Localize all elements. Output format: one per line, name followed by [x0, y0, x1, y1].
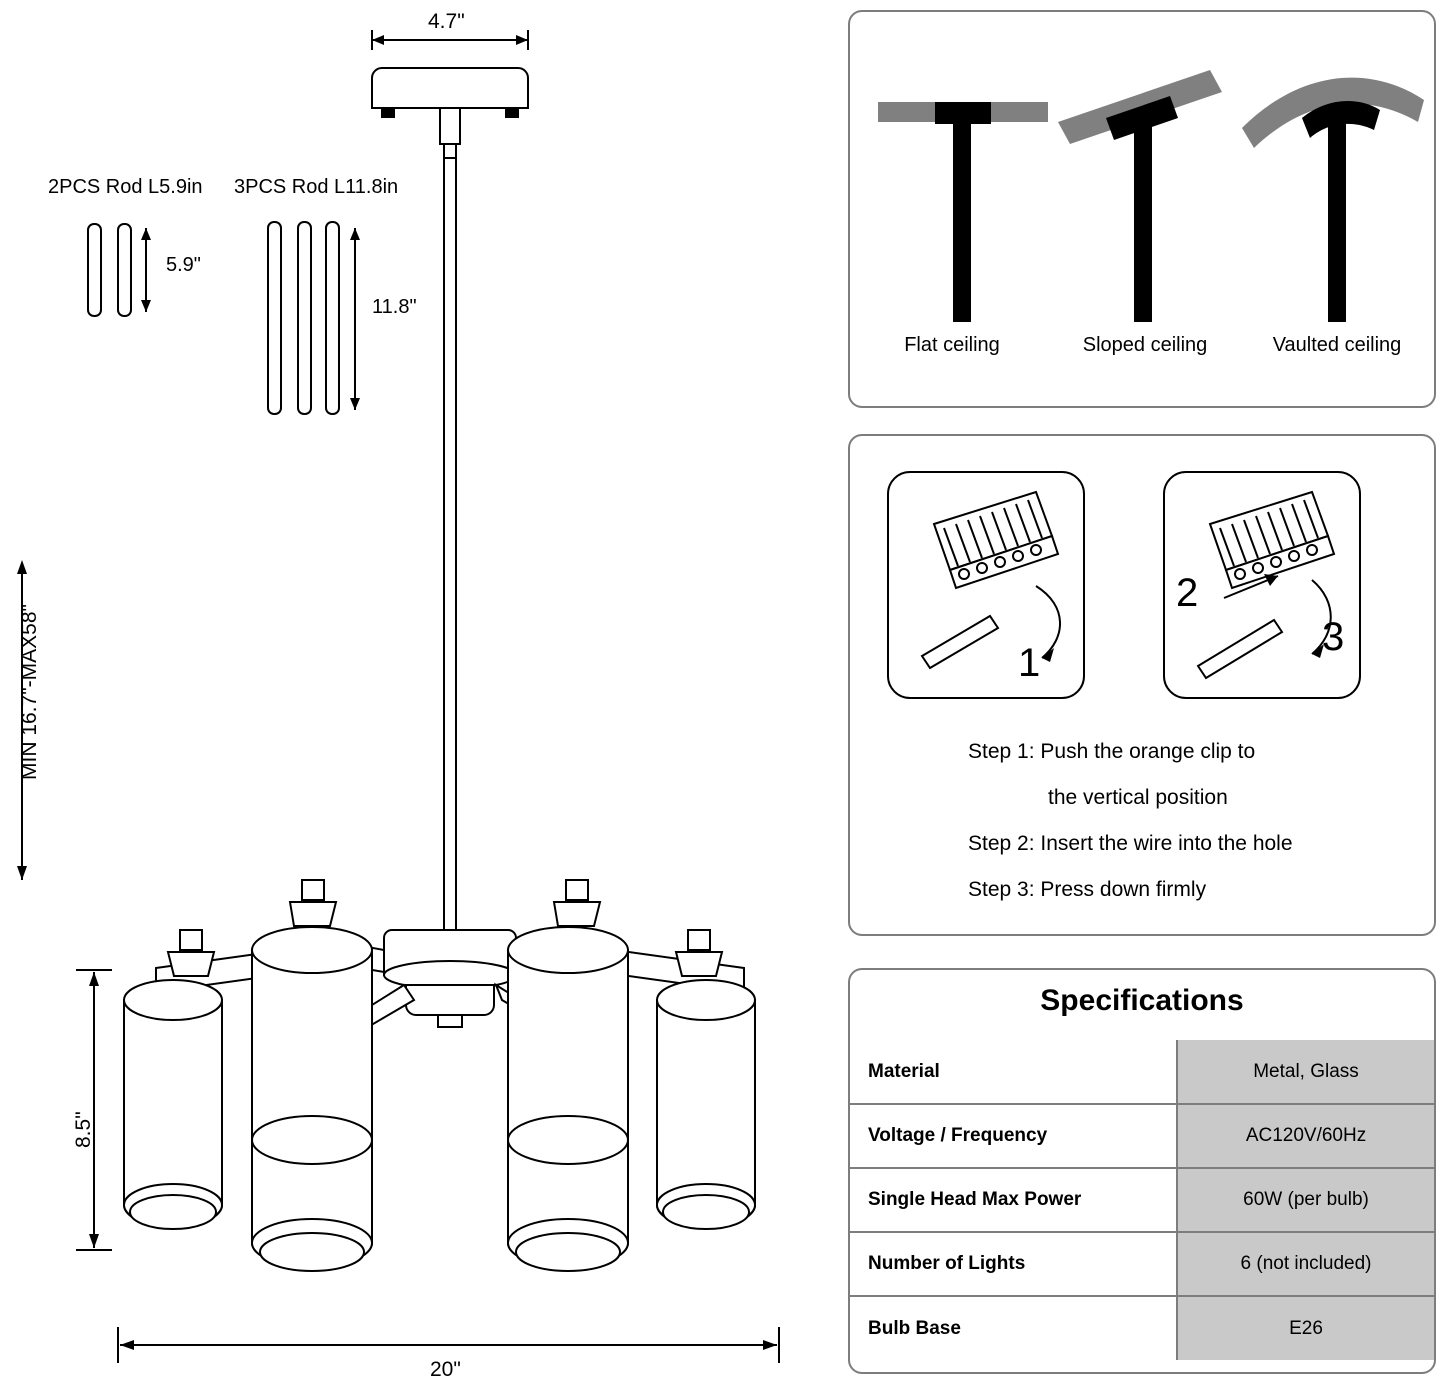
- spec-key-number-of-lights: Number of Lights: [850, 1232, 1177, 1296]
- rod-set-1-title: 2PCS Rod L5.9in: [48, 176, 203, 198]
- rod-set-2-length-label: 11.8": [372, 296, 417, 318]
- spec-value-max-power: 60W (per bulb): [1177, 1168, 1434, 1232]
- shade-height-label: 8.5": [72, 1111, 95, 1148]
- svg-text:2: 2: [1176, 571, 1199, 615]
- wiring-illustration-1: [886, 470, 1086, 700]
- lamp-shade-2: [252, 880, 372, 1271]
- ceiling-option-label-sloped: Sloped ceiling: [1082, 334, 1208, 356]
- sloped-ceiling-icon: [1058, 70, 1222, 322]
- lamp-shade-3: [508, 880, 628, 1271]
- table-row: [850, 1168, 1434, 1232]
- spec-value-bulb-base: E26: [1177, 1296, 1434, 1360]
- main-down-rod: [444, 158, 456, 935]
- specifications-table: [850, 1040, 1434, 1360]
- svg-text:3: 3: [1322, 615, 1345, 659]
- ceiling-canopy: [372, 68, 528, 158]
- spec-key-bulb-base: Bulb Base: [850, 1296, 1177, 1360]
- shade-height-dimension: [76, 970, 112, 1250]
- ceiling-type-icons: [850, 52, 1434, 352]
- spec-value-material: Metal, Glass: [1177, 1040, 1434, 1104]
- table-row: [850, 1040, 1434, 1104]
- ceiling-types-panel: [848, 10, 1436, 408]
- flat-ceiling-icon: [878, 102, 1048, 322]
- ceiling-option-label-vaulted: Vaulted ceiling: [1272, 334, 1402, 356]
- svg-text:1: 1: [1018, 641, 1041, 685]
- spec-key-material: Material: [850, 1040, 1177, 1104]
- spec-value-number-of-lights: 6 (not included): [1177, 1232, 1434, 1296]
- vaulted-ceiling-icon: [1242, 78, 1424, 322]
- wiring-step-2: Step 2: Insert the wire into the hole: [968, 832, 1293, 855]
- wiring-illustration-2: [1162, 470, 1362, 700]
- table-row: [850, 1296, 1434, 1360]
- wiring-steps-panel: [848, 434, 1436, 936]
- overall-height-label: MIN 16.7"-MAX58": [18, 604, 41, 780]
- wiring-step-1-line-1: Step 1: Push the orange clip to: [968, 740, 1256, 763]
- lamp-shade-1: [124, 930, 222, 1229]
- wiring-step-1-line-2: the vertical position: [1048, 786, 1228, 809]
- top-width-label: 4.7": [428, 10, 465, 33]
- spec-key-voltage: Voltage / Frequency: [850, 1104, 1177, 1168]
- specifications-panel: [848, 968, 1436, 1374]
- wiring-step-3: Step 3: Press down firmly: [968, 878, 1207, 901]
- rod-set-2-title: 3PCS Rod L11.8in: [234, 176, 399, 198]
- table-row: [850, 1104, 1434, 1168]
- specifications-title: Specifications: [1040, 984, 1244, 1017]
- rod-set-11in: [268, 222, 360, 414]
- rod-set-5in: [88, 224, 151, 316]
- center-hub: [384, 930, 516, 1027]
- rod-set-1-length-label: 5.9": [166, 254, 201, 276]
- info-panels: [840, 0, 1445, 1386]
- table-row: [850, 1232, 1434, 1296]
- ceiling-option-label-flat: Flat ceiling: [904, 334, 1000, 356]
- spec-key-max-power: Single Head Max Power: [850, 1168, 1177, 1232]
- bottom-width-label: 20": [430, 1358, 461, 1381]
- spec-value-voltage: AC120V/60Hz: [1177, 1104, 1434, 1168]
